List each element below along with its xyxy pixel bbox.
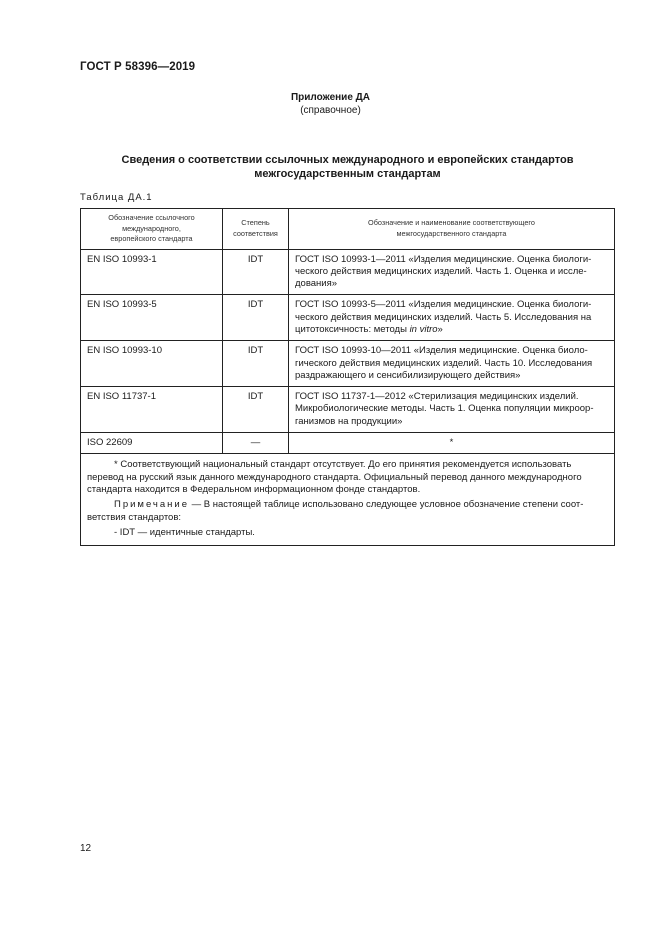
cell-line: ГОСТ ISO 10993-1—2011 «Изделия медицинские. Оценка биологи- — [295, 253, 592, 265]
cell-line: раздражающего и сенсибилизирующего действия» — [295, 369, 521, 381]
cell-line: ганизмов на продукции» — [295, 415, 403, 427]
header-reference-standard — [81, 209, 223, 250]
italic-term: in vitro — [409, 323, 438, 335]
note-label: Примечание — [114, 499, 189, 511]
standards-table — [80, 208, 615, 546]
header-line: Обозначение и наименование соответствующего — [368, 218, 535, 228]
reference-standard-cell: ISO 22609 — [81, 433, 223, 454]
note-bullet: - IDT — идентичные стандарты. — [114, 526, 255, 538]
degree-cell: IDT — [223, 341, 289, 387]
table-header-row — [81, 209, 615, 250]
degree-cell: IDT — [223, 295, 289, 341]
interstate-standard-cell: * — [289, 433, 615, 454]
cell-text: » — [437, 323, 443, 335]
cell-line: ческого действия медицинских изделий. Часть 1. Оценка и иссле- — [295, 265, 587, 277]
cell-line: ческого действия медицинских изделий. Часть 5. Исследования на — [295, 311, 592, 323]
header-line: соответствия — [233, 228, 278, 238]
table-footnote-row — [81, 454, 615, 546]
header-line: европейского стандарта — [110, 234, 193, 243]
cell-line — [295, 324, 608, 336]
document-title — [80, 153, 615, 181]
cell-line: Микробиологические методы. Часть 1. Оценка популяции микроор- — [295, 403, 594, 415]
table-row — [81, 295, 615, 341]
table-row — [81, 387, 615, 433]
interstate-standard-cell — [289, 387, 615, 433]
cell-text: цитотоксичность: методы — [295, 323, 410, 335]
interstate-standard-cell — [289, 249, 615, 295]
interstate-standard-cell — [289, 295, 615, 341]
header-degree — [223, 209, 289, 250]
note-text: — В настоящей таблице использовано следующее условное обозначение степени соот- — [189, 499, 584, 511]
degree-cell: IDT — [223, 249, 289, 295]
header-line: Обозначение ссылочного — [108, 213, 195, 222]
footnote-line: стандарта находится в Федеральном информационном фонде стандартов. — [87, 483, 421, 495]
table-caption: Таблица ДА.1 — [80, 192, 153, 203]
document-title-line: межгосударственным стандартам — [254, 168, 441, 180]
note-line: ветствия стандартов: — [87, 511, 182, 523]
cell-line: дования» — [295, 278, 338, 290]
footnote-line: перевод на русский язык данного международного стандарта. Официальный перевод данного международного — [87, 471, 582, 483]
page-number: 12 — [80, 843, 92, 854]
cell-line: ГОСТ ISO 11737-1—2012 «Стерилизация медицинских изделий. — [295, 391, 579, 403]
cell-line: гического действия медицинских изделий. Часть 10. Исследования — [295, 357, 593, 369]
document-code: ГОСТ Р 58396—2019 — [80, 61, 196, 73]
header-line: международного, — [122, 223, 181, 233]
annex-subtitle: (справочное) — [300, 105, 361, 116]
table-footnote — [81, 454, 615, 546]
reference-standard-cell: EN ISO 10993-5 — [81, 295, 223, 341]
header-line: межгосударственного стандарта — [396, 228, 507, 238]
annex-heading — [0, 91, 661, 117]
reference-standard-cell: EN ISO 11737-1 — [81, 387, 223, 433]
table-row — [81, 433, 615, 454]
table-row — [81, 249, 615, 295]
reference-standard-cell: EN ISO 10993-10 — [81, 341, 223, 387]
cell-line: ГОСТ ISO 10993-10—2011 «Изделия медицинские. Оценка биоло- — [295, 345, 588, 357]
degree-cell: — — [223, 433, 289, 454]
header-line: Степень — [241, 218, 270, 228]
footnote-line: * Соответствующий национальный стандарт отсутствует. До его принятия рекомендуется использовать — [114, 459, 572, 471]
document-title-line: Сведения о соответствии ссылочных международного и европейских стандартов — [121, 154, 574, 166]
interstate-standard-cell — [289, 341, 615, 387]
cell-line: ГОСТ ISO 10993-5—2011 «Изделия медицинские. Оценка биологи- — [295, 299, 592, 311]
annex-title: Приложение ДА — [290, 92, 371, 103]
table-row — [81, 341, 615, 387]
reference-standard-cell: EN ISO 10993-1 — [81, 249, 223, 295]
degree-cell: IDT — [223, 387, 289, 433]
header-interstate-standard — [289, 209, 615, 250]
note-line — [87, 499, 608, 511]
